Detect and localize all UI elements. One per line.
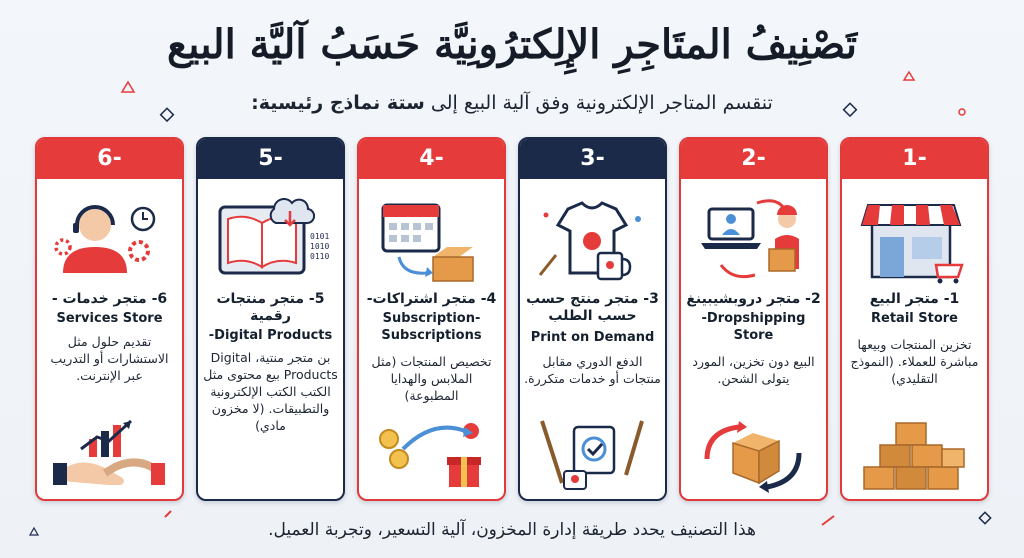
card-number: 1- [842,139,987,179]
card-name-en: -Dropshipping Store [701,311,806,343]
subtitle-text: تنقسم المتاجر الإلكترونية وفق آلية البيع إلى [424,92,773,114]
card-number: 5- [198,139,343,179]
card-print-on-demand [518,137,667,501]
card-description: تخزين المنتجات وبيعها مباشرة للعملاء. (النموذج التقليدي) [850,337,979,386]
stacked-boxes-icon [856,419,973,493]
storefront-icon [856,195,973,285]
calendar-box-icon [373,195,490,285]
card-description: تقديم حلول مثل الاستشارات أو التدريب عبر الإنترنت. [50,334,169,383]
card-subscriptions [357,137,506,501]
card-name-ar: 4- متجر اشتراكات- [366,291,497,307]
ebook-cloud-icon [212,195,329,285]
card-name-en: Print on Demand [530,330,655,345]
card-name-ar: 6- متجر خدمات - [51,291,168,307]
card-number: 2- [681,139,826,179]
card-description: تخصيص المنتجات (مثل الملابس والهدايا المطبوعة) [371,354,492,403]
page-title: تَصْنِيفُ المتَاجِرِ الإِلِكترُونِيَّة حَسَبُ آليَّة البيع [166,21,858,68]
svg-text:1010: 1010 [310,242,329,251]
card-name-en: Retail Store [871,311,958,326]
card-name-ar: 5- متجر منتجات رقمية [216,291,325,324]
card-name-ar: 3- متجر منتج حسب حسب الطلب [526,291,659,324]
card-name-ar: 1- متجر البيع [869,291,960,307]
card-description: بن متجر منتية، Digital Products بيع محتوى مثل الكتب الكتب الإلكترونية والتطبيقات. (لا مخزون مادي) [203,350,338,433]
card-description: البيع دون تخزين، المورد يتولى الشحن. [692,354,815,386]
laptop-delivery-icon [695,195,812,285]
card-name-ar: 2- متجر دروبشيبينغ [686,291,821,307]
support-agent-icon [51,195,168,285]
card-retail-store [840,137,989,501]
paint-tools-icon [534,419,651,493]
handshake-growth-icon [51,419,168,493]
card-number: 6- [37,139,182,179]
tshirt-mug-icon [534,195,651,285]
store-types-cards [35,137,989,501]
card-description: الدفع الدوري مقابل منتجات أو خدمات متكررة. [524,354,661,386]
svg-text:0110: 0110 [310,252,329,261]
card-dropshipping [679,137,828,501]
card-digital-products [196,137,345,501]
page-footer: هذا التصنيف يحدد طريقة إدارة المخزون، آلية التسعير، وتجربة العميل. [268,520,756,540]
subtitle-emphasis: ستة نماذج رئيسية: [251,92,425,114]
card-name-en: Services Store [56,311,163,326]
card-services-store [35,137,184,501]
card-number: 4- [359,139,504,179]
card-name-en: -Digital Products [208,328,333,343]
box-arrows-icon [695,419,812,493]
svg-text:0101: 0101 [310,232,329,241]
card-number: 3- [520,139,665,179]
card-name-en: Subscription-Subscriptions [381,311,482,343]
coins-gift-icon [373,419,490,493]
